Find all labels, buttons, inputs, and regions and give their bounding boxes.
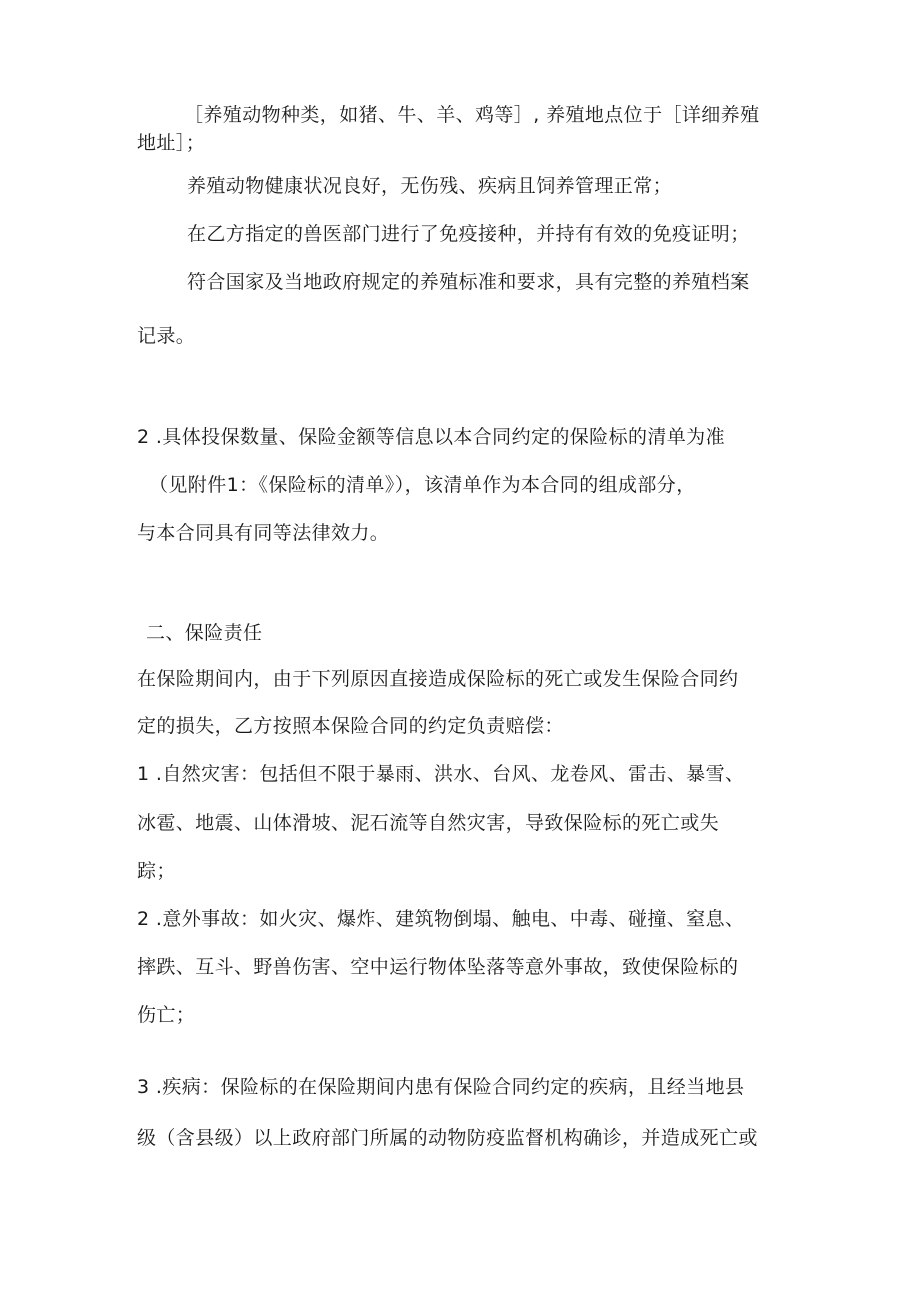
section-intro-line1: 在保险期间内，由于下列原因直接造成保险标的死亡或发生保险合同约 [137, 668, 739, 690]
item2-line2: 摔跌、互斗、野兽伤害、空中运行物体坠落等意外事故，致使保险标的 [137, 956, 739, 978]
item1-line1: 1 .自然灾害：包括但不限于暴雨、洪水、台风、龙卷风、雷击、暴雪、 [137, 763, 745, 785]
clause2-line3: 与本合同具有同等法律效力。 [137, 522, 390, 544]
condition-species-line2: 地址］； [137, 132, 206, 154]
item3-line2: 级（含县级）以上政府部门所属的动物防疫监督机构确诊，并造成死亡或 [137, 1127, 758, 1149]
item1-line3: 踪； [137, 860, 176, 882]
item2-line3: 伤亡； [137, 1004, 196, 1026]
condition-standard-line2: 记录。 [137, 325, 196, 347]
section-intro-line2: 定的损失，乙方按照本保险合同的约定负责赔偿： [137, 715, 564, 737]
condition-vaccine: 在乙方指定的兽医部门进行了免疫接种，并持有有效的免疫证明； [187, 223, 750, 245]
condition-species-line1: ［养殖动物种类，如猪、牛、羊、鸡等］, 养殖地点位于［详细养殖 [184, 104, 760, 126]
condition-health: 养殖动物健康状况良好，无伤残、疾病且饲养管理正常； [187, 175, 673, 197]
item1-line2: 冰雹、地震、山体滑坡、泥石流等自然灾害，导致保险标的死亡或失 [137, 812, 720, 834]
clause2-line1: 2 .具体投保数量、保险金额等信息以本合同约定的保险标的清单为准 [137, 426, 725, 448]
section-heading: 二、保险责任 [146, 622, 263, 644]
clause2-line2: （见附件1：《保险标的清单》），该清单作为本合同的组成部分， [149, 474, 696, 496]
condition-standard-line1: 符合国家及当地政府规定的养殖标准和要求，具有完整的养殖档案 [187, 271, 750, 293]
item3-line1: 3 .疾病：保险标的在保险期间内患有保险合同约定的疾病，且经当地县 [137, 1076, 745, 1098]
item2-line1: 2 .意外事故：如火灾、爆炸、建筑物倒塌、触电、中毒、碰撞、窒息、 [137, 908, 745, 930]
